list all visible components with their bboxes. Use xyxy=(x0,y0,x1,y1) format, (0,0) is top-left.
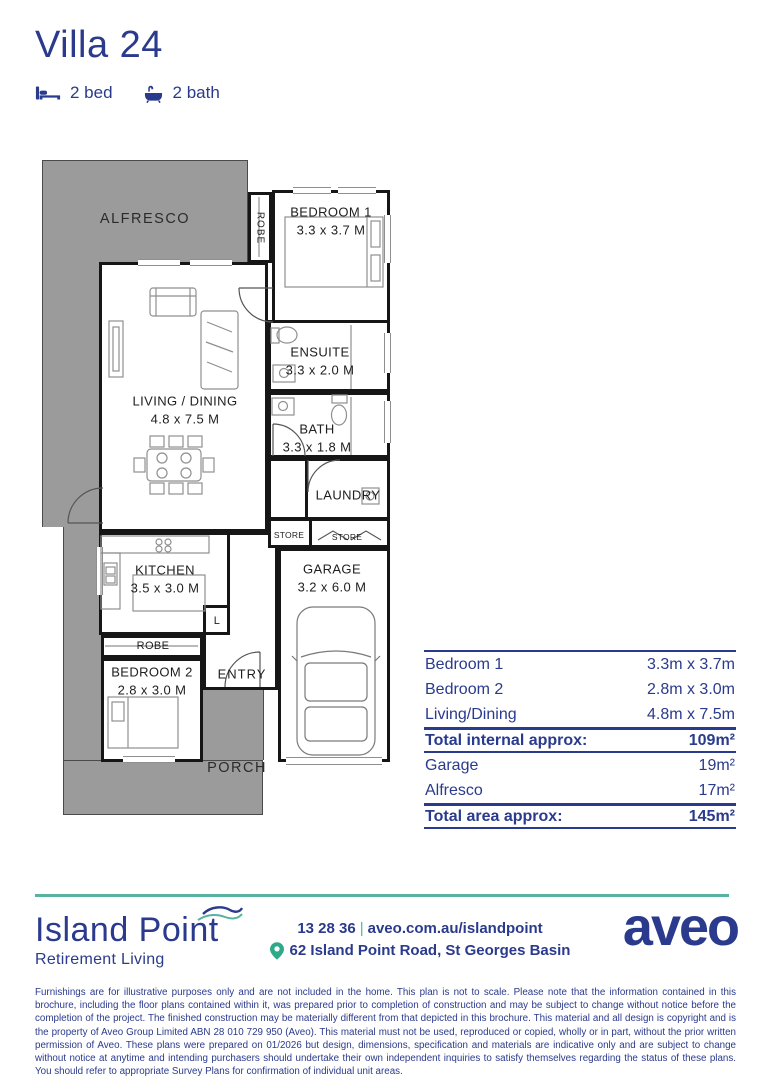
spec-value: 3.3m x 3.7m xyxy=(646,655,735,673)
location-pin-icon xyxy=(270,942,284,960)
table-row-total-area xyxy=(424,806,736,827)
table-row xyxy=(424,652,736,677)
spec-value: 145m² xyxy=(688,807,735,825)
spec-label: Living/Dining xyxy=(425,705,517,723)
page-header xyxy=(35,24,220,103)
car-icon xyxy=(292,607,380,755)
ensuite-label: ENSUITE xyxy=(290,344,350,360)
wave-icon xyxy=(196,903,244,925)
bath-feature xyxy=(143,83,220,103)
kitchen-dim: 3.5 x 3.0 M xyxy=(130,580,200,596)
robe2-label: ROBE xyxy=(136,640,170,652)
bed2-icon xyxy=(108,697,178,748)
garage-label: GARAGE xyxy=(302,561,362,577)
store2-label: STORE xyxy=(331,532,363,542)
spec-value: 109m² xyxy=(688,731,735,749)
laundry-label: LAUNDRY xyxy=(315,487,381,503)
table-line-bottom xyxy=(424,827,736,829)
bath-icon xyxy=(143,84,164,103)
aveo-logo: aveo xyxy=(622,897,738,957)
garage-dim: 3.2 x 6.0 M xyxy=(297,579,367,595)
ensuite-dim: 3.3 x 2.0 M xyxy=(285,362,355,378)
street-address: 62 Island Point Road, St Georges Basin xyxy=(289,942,571,959)
contact-line1 xyxy=(250,918,590,940)
store1-label: STORE xyxy=(273,530,305,540)
spec-label: Bedroom 2 xyxy=(425,680,504,698)
table-row xyxy=(424,753,736,778)
linen-label: L xyxy=(213,615,221,627)
bath-label: 2 bath xyxy=(172,83,220,102)
bedroom2-label: BEDROOM 2 xyxy=(111,664,193,680)
bedroom1-dim: 3.3 x 3.7 M xyxy=(296,222,366,238)
contact-line2 xyxy=(270,940,571,962)
robe1-label: ROBE xyxy=(254,211,266,245)
website-url[interactable]: aveo.com.au/islandpoint xyxy=(367,920,543,937)
bed-feature xyxy=(35,83,113,103)
sofa-icon xyxy=(150,288,196,316)
dimensions-table xyxy=(424,650,736,829)
entry-label: ENTRY xyxy=(217,666,267,682)
island-point-logo xyxy=(35,911,219,969)
living-label: LIVING / DINING xyxy=(132,393,238,409)
spec-value: 19m² xyxy=(698,756,735,774)
villa-title: Villa 24 xyxy=(35,24,163,66)
tv-unit-icon xyxy=(109,321,123,377)
chaise-icon xyxy=(201,311,238,389)
bed-icon xyxy=(35,85,61,101)
spec-label: Garage xyxy=(425,756,479,774)
floor-plan xyxy=(35,155,401,821)
bed-label: 2 bed xyxy=(70,83,113,102)
brand-tagline: Retirement Living xyxy=(35,951,165,968)
table-row xyxy=(424,778,736,803)
feature-row xyxy=(35,83,220,103)
bath-label: BATH xyxy=(299,421,335,437)
spec-label: Bedroom 1 xyxy=(425,655,504,673)
contact-block xyxy=(250,918,590,967)
kitchen-label: KITCHEN xyxy=(135,562,195,578)
bedroom2-dim: 2.8 x 3.0 M xyxy=(117,682,187,698)
table-row xyxy=(424,702,736,727)
separator: | xyxy=(359,920,364,937)
spec-value: 17m² xyxy=(698,781,735,799)
alfresco-label: ALFRESCO xyxy=(99,211,191,227)
spec-label: Total internal approx: xyxy=(425,731,588,749)
table-row xyxy=(424,677,736,702)
porch-label: PORCH xyxy=(207,760,267,776)
phone-number: 13 28 36 xyxy=(297,920,356,937)
spec-label: Alfresco xyxy=(425,781,483,799)
disclaimer-text: Furnishings are for illustrative purposes only and are not included in the home. This plan is not to scale. Please note that the information contained in this brochure, including the floor plans contained within it, was prepared prior to completion of construction and may be subject to change without notice before the completion of the project. The finished construction may be materially different from that depicted in this brochure. This material and all design is copyright and is the property of Aveo Group Limited ABN 28 010 729 950 (Aveo). This material must not be used, reproduced or copied, wholly or in part, without the prior written permission of Aveo. These plans were prepared on 01/2026 but design, dimensions, specification and materials are indicative only and are subject to change without notice at anytime and intending purchasers should undertake their own independent inquiries to satisfy themselves regarding the status of these plans. You should refer to appropriate Survey Plans for confirmation of individual unit areas. xyxy=(35,987,736,1078)
table-row-total-internal xyxy=(424,730,736,751)
dining-set-icon xyxy=(134,436,214,494)
brand-name: Island Point xyxy=(35,911,219,949)
living-dim: 4.8 x 7.5 M xyxy=(150,411,220,427)
bath-dim: 3.3 x 1.8 M xyxy=(282,439,352,455)
spec-value: 2.8m x 3.0m xyxy=(646,680,735,698)
spec-value: 4.8m x 7.5m xyxy=(646,705,735,723)
spec-label: Total area approx: xyxy=(425,807,563,825)
bedroom1-label: BEDROOM 1 xyxy=(290,204,372,220)
